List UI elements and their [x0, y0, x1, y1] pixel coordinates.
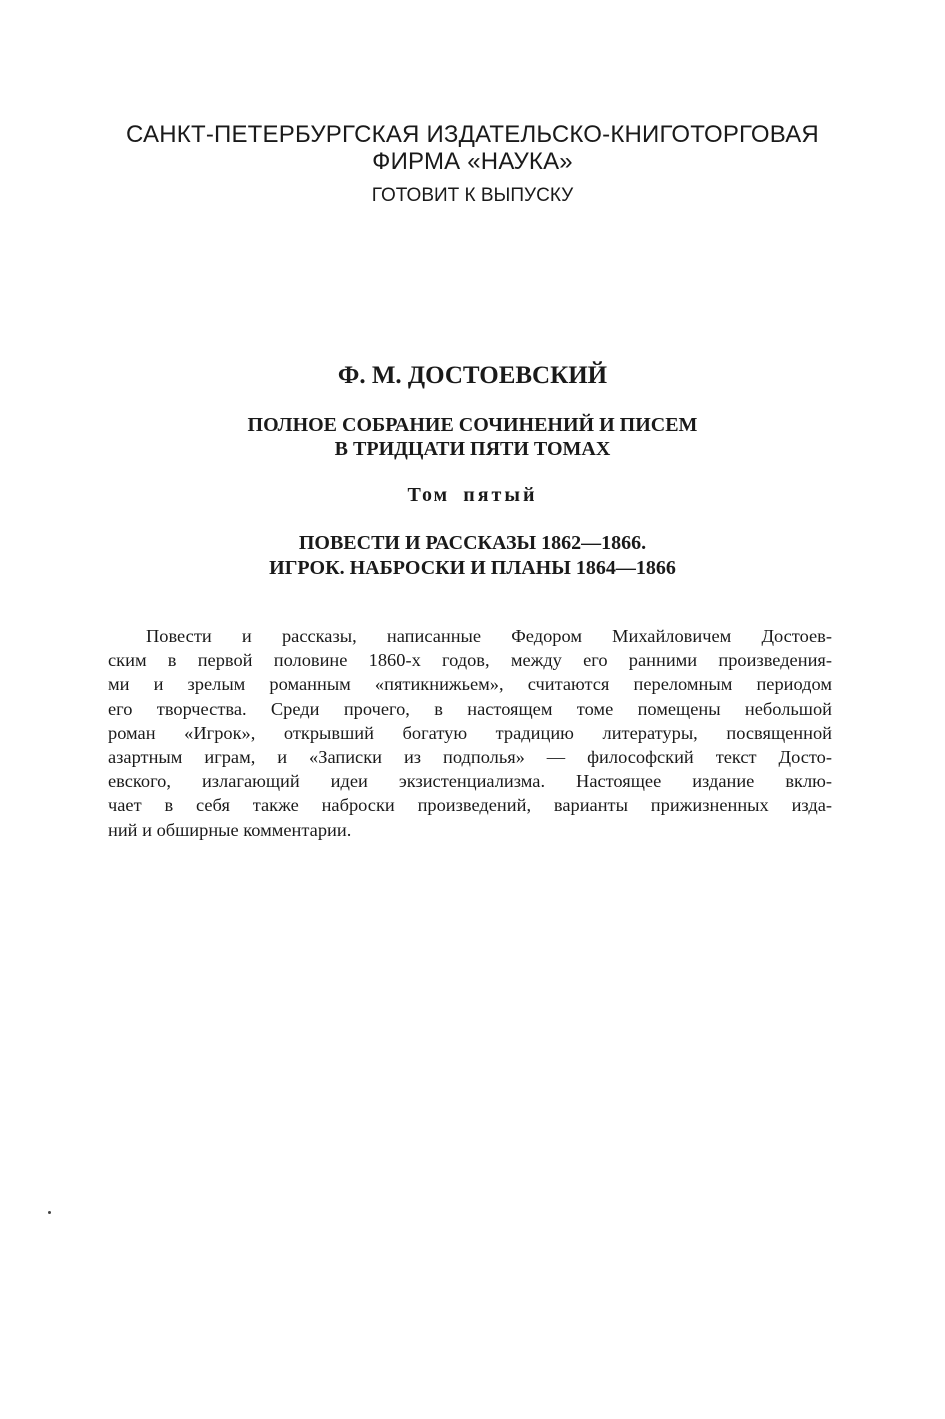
collection-line-1: ПОЛНОЕ СОБРАНИЕ СОЧИНЕНИЙ И ПИСЕМ [247, 414, 698, 436]
description-line: его творчества. Среди прочего, в настоящем томе помещены небольшой [108, 698, 832, 719]
description-line: ний и обширные комментарии. [108, 819, 352, 840]
volume-title [0, 483, 945, 507]
description-paragraph [108, 624, 832, 842]
print-speck [48, 1211, 51, 1214]
publisher-line-2: ФИРМА «НАУКА» [372, 148, 573, 175]
description-line: роман «Игрок», открывший богатую традицию литературы, посвященной [108, 722, 832, 743]
description-line: чает в себя также наброски произведений, варианты прижизненных изда- [108, 795, 832, 816]
publisher-line-1: САНКТ-ПЕТЕРБУРГСКАЯ ИЗДАТЕЛЬСКО-КНИГОТОРГОВАЯ [126, 121, 819, 148]
collection-line-2: В ТРИДЦАТИ ПЯТИ ТОМАХ [334, 438, 611, 460]
description-line: Повести и рассказы, написанные Федором Михайловичем Достоев- [146, 626, 832, 646]
publisher-name [0, 121, 945, 175]
volume-word: Том [407, 484, 450, 506]
contents-line-2: ИГРОК. НАБРОСКИ И ПЛАНЫ 1864—1866 [269, 557, 676, 579]
author-name: Ф. М. ДОСТОЕВСКИЙ [337, 362, 608, 389]
contents-line-1: ПОВЕСТИ И РАССКАЗЫ 1862—1866. [298, 532, 647, 554]
prepares-notice: ГОТОВИТ К ВЫПУСКУ [371, 185, 574, 206]
description-line: ми и зрелым романным «пятикнижьем», считаются переломным периодом [108, 674, 832, 695]
collection-title [0, 413, 945, 461]
description-line: ским в первой половине 1860-х годов, между его ранними произведения- [108, 650, 832, 671]
volume-number: пятый [463, 484, 538, 506]
description-line: азартным играм, и «Записки из подполья» — философский текст Досто- [108, 747, 832, 768]
description-line: евского, излагающий идеи экзистенциализма. Настоящее издание вклю- [108, 771, 832, 792]
volume-contents-title [0, 531, 945, 581]
